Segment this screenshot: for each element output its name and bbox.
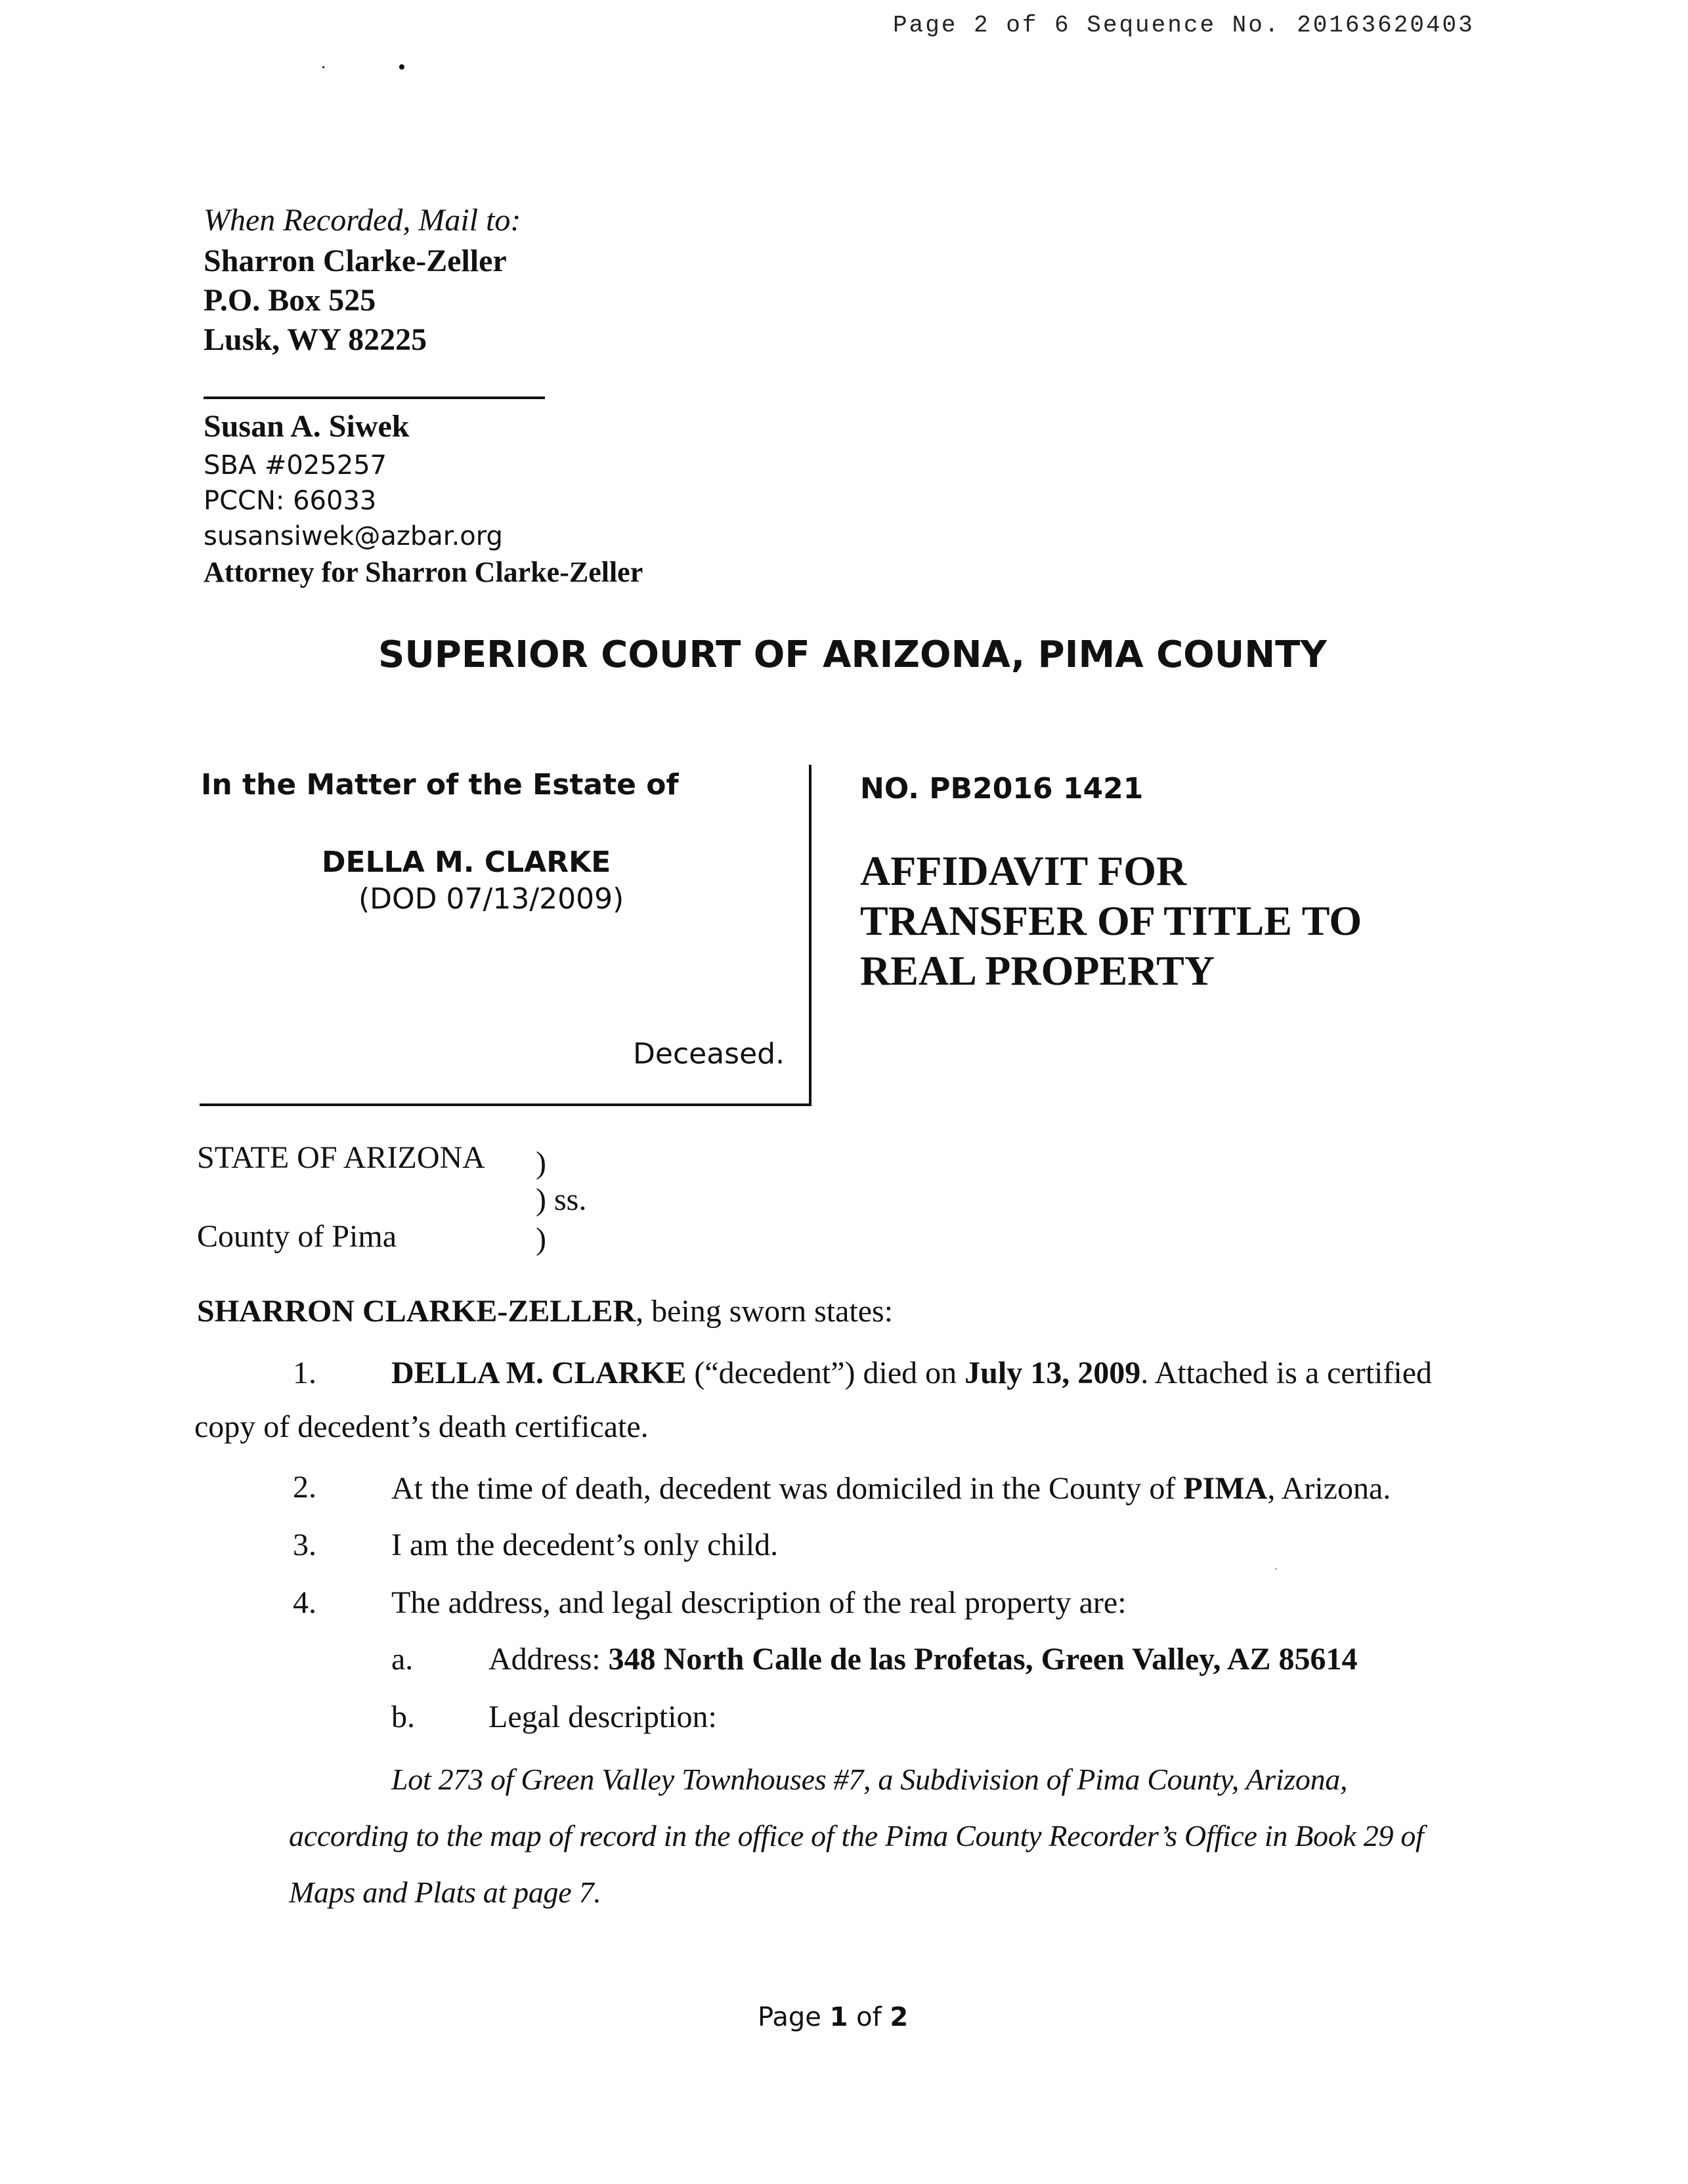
item-number: 4.	[293, 1585, 316, 1620]
item-3-text: I am the decedent’s only child.	[391, 1528, 779, 1562]
court-title: SUPERIOR COURT OF ARIZONA, PIMA COUNTY	[378, 633, 1327, 676]
separator-line	[204, 396, 545, 399]
item-2-text-main: At the time of death, decedent was domiciled in the County of	[391, 1471, 1184, 1506]
deceased-label: Deceased.	[633, 1037, 785, 1071]
page-footer	[758, 2002, 908, 2032]
mail-to-address-line1: P.O. Box 525	[204, 283, 376, 318]
item-1-text-b: . Attached is a certified	[1140, 1356, 1433, 1390]
affiant-intro-text: , being sworn states:	[636, 1294, 894, 1329]
item-number: 2.	[293, 1470, 316, 1505]
county-name: PIMA	[1183, 1471, 1268, 1506]
item-number: 3.	[293, 1528, 316, 1562]
document-title-line3: REAL PROPERTY	[860, 947, 1215, 994]
attorney-name: Susan A. Siwek	[204, 409, 410, 444]
page-number: 1	[829, 2002, 848, 2032]
venue-county: County of Pima	[197, 1219, 397, 1254]
footer-mid: of	[848, 2002, 890, 2032]
venue-state: STATE OF ARIZONA	[197, 1140, 485, 1175]
document-title-line1: AFFIDAVIT FOR	[860, 847, 1187, 894]
address-line	[488, 1641, 1358, 1677]
item-number: 1.	[293, 1356, 316, 1390]
mail-to-label: When Recorded, Mail to:	[204, 203, 521, 238]
document-title-line2: TRANSFER OF TITLE TO	[860, 897, 1362, 944]
item-2-text	[391, 1470, 1391, 1507]
affiant-name: SHARRON CLARKE-ZELLER	[197, 1294, 636, 1329]
decedent-name: DELLA M. CLARKE	[322, 846, 611, 879]
caption-divider-vertical	[809, 765, 812, 1106]
case-number: NO. PB2016 1421	[860, 772, 1144, 805]
item-1-text-a: (“decedent”) died on	[686, 1356, 965, 1390]
venue-paren: )	[536, 1222, 546, 1256]
attorney-pccn: PCCN: 66033	[204, 486, 377, 516]
item-2-text-end: , Arizona.	[1267, 1471, 1391, 1506]
decedent-ref: DELLA M. CLARKE	[391, 1356, 687, 1390]
attorney-role: Attorney for Sharron Clarke-Zeller	[204, 556, 643, 588]
scan-speck: ·	[1274, 1562, 1278, 1577]
affiant-intro	[197, 1293, 893, 1329]
caption-divider-horizontal	[200, 1103, 812, 1106]
mail-to-address-line2: Lusk, WY 82225	[204, 322, 427, 357]
scan-speck: ·	[320, 58, 327, 78]
item-1-text	[391, 1355, 1432, 1391]
subitem-label: b.	[391, 1700, 415, 1734]
mail-to-name: Sharron Clarke-Zeller	[204, 244, 507, 278]
attorney-sba: SBA #025257	[204, 450, 387, 481]
address-label: Address:	[488, 1642, 609, 1677]
property-address: 348 North Calle de las Profetas, Green Valley, AZ 85614	[608, 1642, 1358, 1677]
death-date: July 13, 2009	[964, 1356, 1141, 1390]
subitem-label: a.	[391, 1642, 414, 1677]
scan-speck: •	[398, 55, 406, 79]
item-4-text: The address, and legal description of the real property are:	[391, 1585, 1127, 1620]
footer-pre: Page	[758, 2002, 830, 2032]
venue-ss: ) ss.	[536, 1182, 587, 1217]
page-total: 2	[890, 2002, 909, 2032]
estate-matter: In the Matter of the Estate of	[201, 768, 679, 802]
attorney-email: susansiwek@azbar.org	[204, 521, 503, 551]
legal-description-label: Legal description:	[488, 1700, 717, 1734]
legal-description: Lot 273 of Green Valley Townhouses #7, a Subdivision of Pima County, Arizona, according to the map of record in the office of the Pima County Recorder’s Office in Book 29 of Maps and Plats at page 7.	[289, 1763, 1424, 1909]
item-1-continuation: copy of decedent’s death certificate.	[194, 1409, 649, 1444]
venue-paren: )	[536, 1146, 546, 1180]
header-stamp: Page 2 of 6 Sequence No. 20163620403	[893, 12, 1475, 39]
date-of-death: (DOD 07/13/2009)	[358, 882, 624, 916]
